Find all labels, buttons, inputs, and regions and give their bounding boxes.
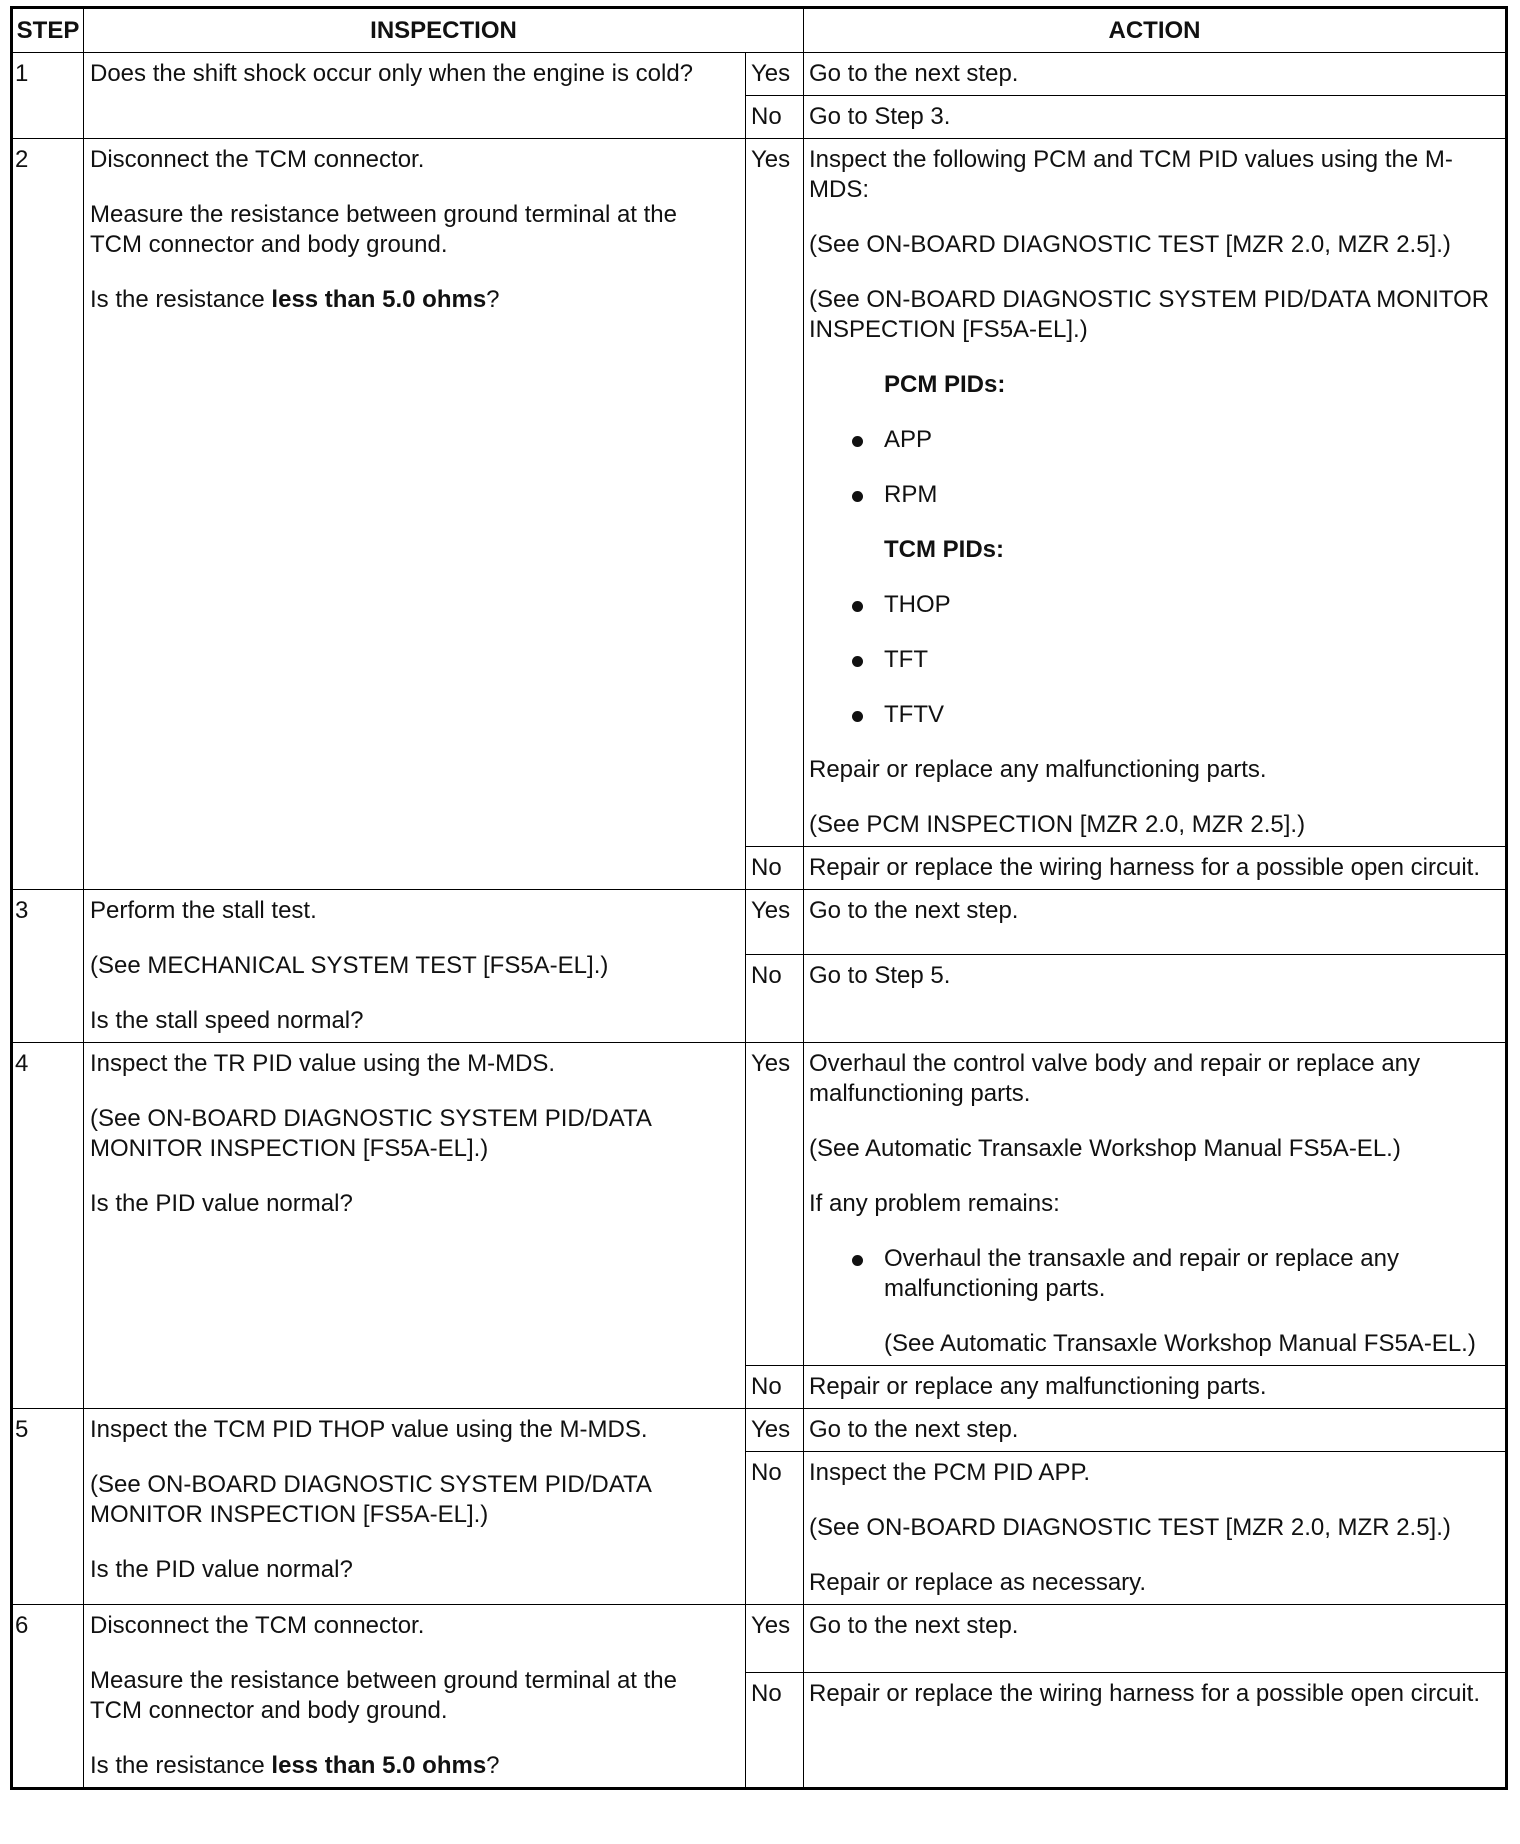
header-action: ACTION: [804, 8, 1507, 53]
step-5-inspection: [84, 1409, 746, 1605]
step-2-q-bold: less than 5.0 ohms: [271, 286, 487, 313]
step-2-yes-line4: Repair or replace any malfunctioning parts.: [809, 756, 1267, 783]
step-4-yes-line2: (See Automatic Transaxle Workshop Manual FS5A-EL.): [809, 1135, 1401, 1162]
step-5-no-line2: (See ON-BOARD DIAGNOSTIC TEST [MZR 2.0, MZR 2.5].): [809, 1514, 1451, 1541]
step-5-no-line3: Repair or replace as necessary.: [809, 1569, 1147, 1596]
step-6-ins-line1: Disconnect the TCM connector.: [90, 1612, 425, 1639]
step-3-yes-action: Go to the next step.: [804, 890, 1507, 955]
step-4-number: 4: [12, 1043, 84, 1409]
step-5-yes-action: Go to the next step.: [804, 1409, 1507, 1452]
header-step: STEP: [12, 8, 84, 53]
step-2-yes-action: [804, 139, 1507, 847]
tcm-pid-item: THOP: [809, 590, 1499, 620]
step-5-yes-label: Yes: [746, 1409, 804, 1452]
step-3-no-label: No: [746, 955, 804, 1043]
step-1-yes-label: Yes: [746, 53, 804, 96]
step-4-yes-line1: Overhaul the control valve body and repair or replace any malfunctioning parts.: [809, 1050, 1421, 1107]
step-3-number: 3: [12, 890, 84, 1043]
tcm-pid-item: TFTV: [809, 700, 1499, 730]
troubleshooting-sheet: [10, 6, 1508, 1790]
step-2-q-pre: Is the resistance: [90, 286, 272, 313]
step-3-ins-line2: (See MECHANICAL SYSTEM TEST [FS5A-EL].): [90, 952, 609, 979]
step-3-no-action: Go to Step 5.: [804, 955, 1507, 1043]
step-1-no-label: No: [746, 96, 804, 139]
step-4-yes-bullet: Overhaul the transaxle and repair or replace any malfunctioning parts.: [809, 1244, 1499, 1304]
step-4-inspection: [84, 1043, 746, 1409]
step-4-yes-line3: If any problem remains:: [809, 1190, 1060, 1217]
step-5-ins-line2: (See ON-BOARD DIAGNOSTIC SYSTEM PID/DATA MONITOR INSPECTION [FS5A-EL].): [90, 1471, 651, 1528]
header-row: [12, 8, 1507, 53]
step-5-no-label: No: [746, 1452, 804, 1605]
step-3-yes-row: [12, 890, 1507, 955]
step-4-ins-line3: Is the PID value normal?: [90, 1190, 353, 1217]
header-inspection: INSPECTION: [84, 8, 804, 53]
step-5-ins-line3: Is the PID value normal?: [90, 1556, 353, 1583]
step-2-yes-row: [12, 139, 1507, 847]
step-2-inspection: [84, 139, 746, 890]
step-2-ins-line2: Measure the resistance between ground terminal at the TCM connector and body ground.: [90, 201, 678, 258]
step-5-ins-line1: Inspect the TCM PID THOP value using the M-MDS.: [90, 1416, 648, 1443]
step-6-yes-row: [12, 1605, 1507, 1673]
step-2-no-action: Repair or replace the wiring harness for a possible open circuit.: [804, 847, 1507, 890]
step-2-no-label: No: [746, 847, 804, 890]
step-4-yes-label: Yes: [746, 1043, 804, 1366]
step-4-yes-sub: (See Automatic Transaxle Workshop Manual FS5A-EL.): [884, 1330, 1476, 1357]
step-2-yes-line3: (See ON-BOARD DIAGNOSTIC SYSTEM PID/DATA MONITOR INSPECTION [FS5A-EL].): [809, 286, 1490, 343]
step-2-ins-question: [90, 285, 735, 315]
step-6-inspection: [84, 1605, 746, 1789]
step-6-no-action: Repair or replace the wiring harness for a possible open circuit.: [804, 1673, 1507, 1789]
step-6-q-bold: less than 5.0 ohms: [271, 1752, 487, 1779]
step-3-inspection: [84, 890, 746, 1043]
step-4-no-action: Repair or replace any malfunctioning parts.: [804, 1366, 1507, 1409]
step-4-yes-row: [12, 1043, 1507, 1366]
step-2-yes-line5: (See PCM INSPECTION [MZR 2.0, MZR 2.5].): [809, 811, 1306, 838]
step-4-yes-action: [804, 1043, 1507, 1366]
step-5-no-line1: Inspect the PCM PID APP.: [809, 1459, 1091, 1486]
step-2-ins-line1: Disconnect the TCM connector.: [90, 146, 425, 173]
step-1-inspection: Does the shift shock occur only when the engine is cold?: [84, 53, 746, 139]
step-3-yes-label: Yes: [746, 890, 804, 955]
step-6-yes-label: Yes: [746, 1605, 804, 1673]
step-1-no-action: Go to Step 3.: [804, 96, 1507, 139]
step-3-ins-line3: Is the stall speed normal?: [90, 1007, 364, 1034]
tcm-pid-item: TFT: [809, 645, 1499, 675]
step-1-yes-row: [12, 53, 1507, 96]
step-6-ins-line2: Measure the resistance between ground terminal at the TCM connector and body ground.: [90, 1667, 678, 1724]
step-6-ins-question: [90, 1751, 735, 1781]
pcm-pid-item: APP: [809, 425, 1499, 455]
step-4-ins-line1: Inspect the TR PID value using the M-MDS.: [90, 1050, 556, 1077]
diagnostic-table: [10, 6, 1508, 1790]
step-6-yes-action: Go to the next step.: [804, 1605, 1507, 1673]
step-1-number: 1: [12, 53, 84, 139]
pcm-pid-item: RPM: [809, 480, 1499, 510]
step-2-q-post: ?: [486, 286, 500, 313]
step-1-yes-action: Go to the next step.: [804, 53, 1507, 96]
step-6-no-label: No: [746, 1673, 804, 1789]
step-2-number: 2: [12, 139, 84, 890]
step-4-ins-line2: (See ON-BOARD DIAGNOSTIC SYSTEM PID/DATA MONITOR INSPECTION [FS5A-EL].): [90, 1105, 651, 1162]
step-6-q-post: ?: [486, 1752, 500, 1779]
step-3-ins-line1: Perform the stall test.: [90, 897, 317, 924]
step-6-number: 6: [12, 1605, 84, 1789]
step-5-yes-row: [12, 1409, 1507, 1452]
step-5-number: 5: [12, 1409, 84, 1605]
step-4-no-label: No: [746, 1366, 804, 1409]
step-6-q-pre: Is the resistance: [90, 1752, 272, 1779]
pcm-pids-heading: PCM PIDs:: [884, 371, 1006, 398]
step-2-yes-line1: Inspect the following PCM and TCM PID values using the M-MDS:: [809, 146, 1453, 203]
step-5-no-action: [804, 1452, 1507, 1605]
step-2-yes-line2: (See ON-BOARD DIAGNOSTIC TEST [MZR 2.0, MZR 2.5].): [809, 231, 1451, 258]
step-2-yes-label: Yes: [746, 139, 804, 847]
tcm-pids-heading: TCM PIDs:: [884, 536, 1004, 563]
